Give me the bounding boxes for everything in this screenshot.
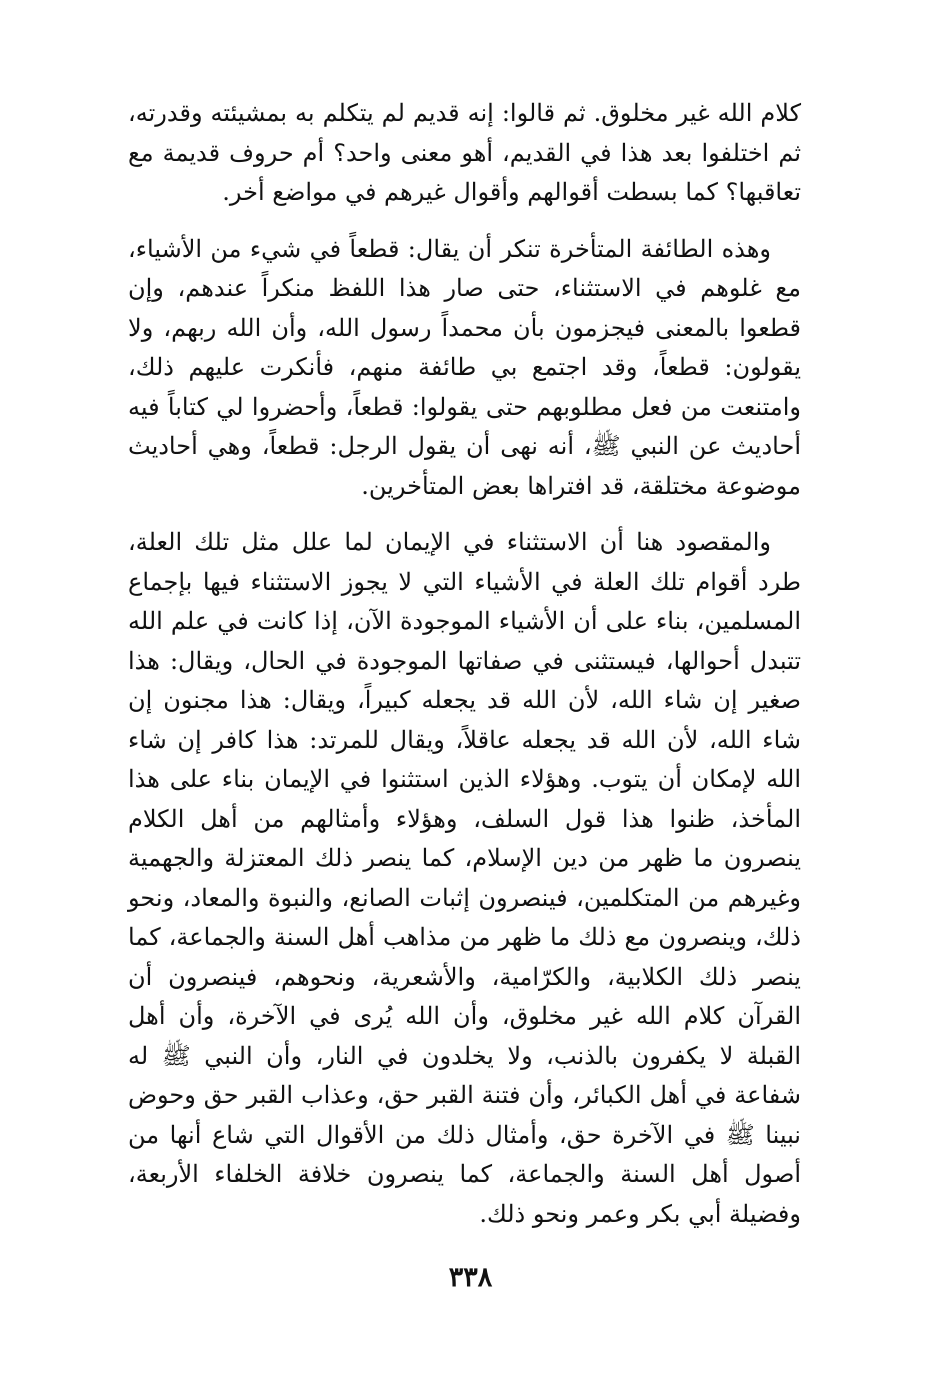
paragraph-1: كلام الله غير مخلوق. ثم قالوا: إنه قديم لم يتكلم به بمشيئته وقدرته، ثم اختلفوا بعد هذا في القديم، أهو معنى واحد؟ أم حروف قديمة مع تعاقبها؟ كما بسطت أقوالهم وأقوال غيرهم في مواضع أخر.: [128, 99, 801, 206]
page-number: ٣٣٨: [448, 1262, 493, 1293]
paragraph-3: والمقصود هنا أن الاستثناء في الإيمان لما علل مثل تلك العلة، طرد أقوام تلك العلة في الأشياء التي لا يجوز الاستثناء فيها بإجماع المسلمين، بناء على أن الأشياء الموجودة الآن، إذا كانت في علم الله تتبدل أحوالها، فيستثنى في صفاتها الموجودة في الحال، ويقال: هذا صغير إن شاء الله، لأن الله قد يجعله كبيراً، ويقال: هذا مجنون إن شاء الله، لأن الله قد يجعله عاقلاً، ويقال للمرتد: هذا كافر إن شاء الله لإمكان أن يتوب. وهؤلاء الذين استثنوا في الإيمان بناء على هذا المأخذ، ظنوا هذا قول السلف، وهؤلاء وأمثالهم من أهل الكلام ينصرون ما ظهر من دين الإسلام، كما ينصر ذلك المعتزلة والجهمية وغيرهم من المتكلمين، فينصرون إثبات الصانع، والنبوة والمعاد، ونحو ذلك، وينصرون مع ذلك ما ظهر من مذاهب أهل السنة والجماعة، كما ينصر ذلك الكلابية، والكرّامية، والأشعرية، ونحوهم، فينصرون أن القرآن كلام الله غير مخلوق، وأن الله يُرى في الآخرة، وأن أهل القبلة لا يكفرون بالذنب، ولا يخلدون في النار، وأن النبي ﷺ له شفاعة في أهل الكبائر، وأن فتنة القبر حق، وعذاب القبر حق وحوض نبينا ﷺ في الآخرة حق، وأمثال ذلك من الأقوال التي شاع أنها من أصول أهل السنة والجماعة، كما ينصرون خلافة الخلفاء الأربعة، وفضيلة أبي بكر وعمر ونحو ذلك.: [128, 528, 801, 1228]
page-body-text: [128, 94, 801, 1234]
paragraph-2: وهذه الطائفة المتأخرة تنكر أن يقال: قطعاً في شيء من الأشياء، مع غلوهم في الاستثناء، حتى صار هذا اللفظ منكراً عندهم، وإن قطعوا بالمعنى فيجزمون بأن محمداً رسول الله، وأن الله ربهم، ولا يقولون: قطعاً، وقد اجتمع بي طائفة منهم، فأنكرت عليهم ذلك، وامتنعت من فعل مطلوبهم حتى يقولوا: قطعاً، وأحضروا لي كتاباً فيه أحاديث عن النبي ﷺ، أنه نهى أن يقول الرجل: قطعاً، وهي أحاديث موضوعة مختلقة، قد افتراها بعض المتأخرين.: [128, 234, 802, 500]
